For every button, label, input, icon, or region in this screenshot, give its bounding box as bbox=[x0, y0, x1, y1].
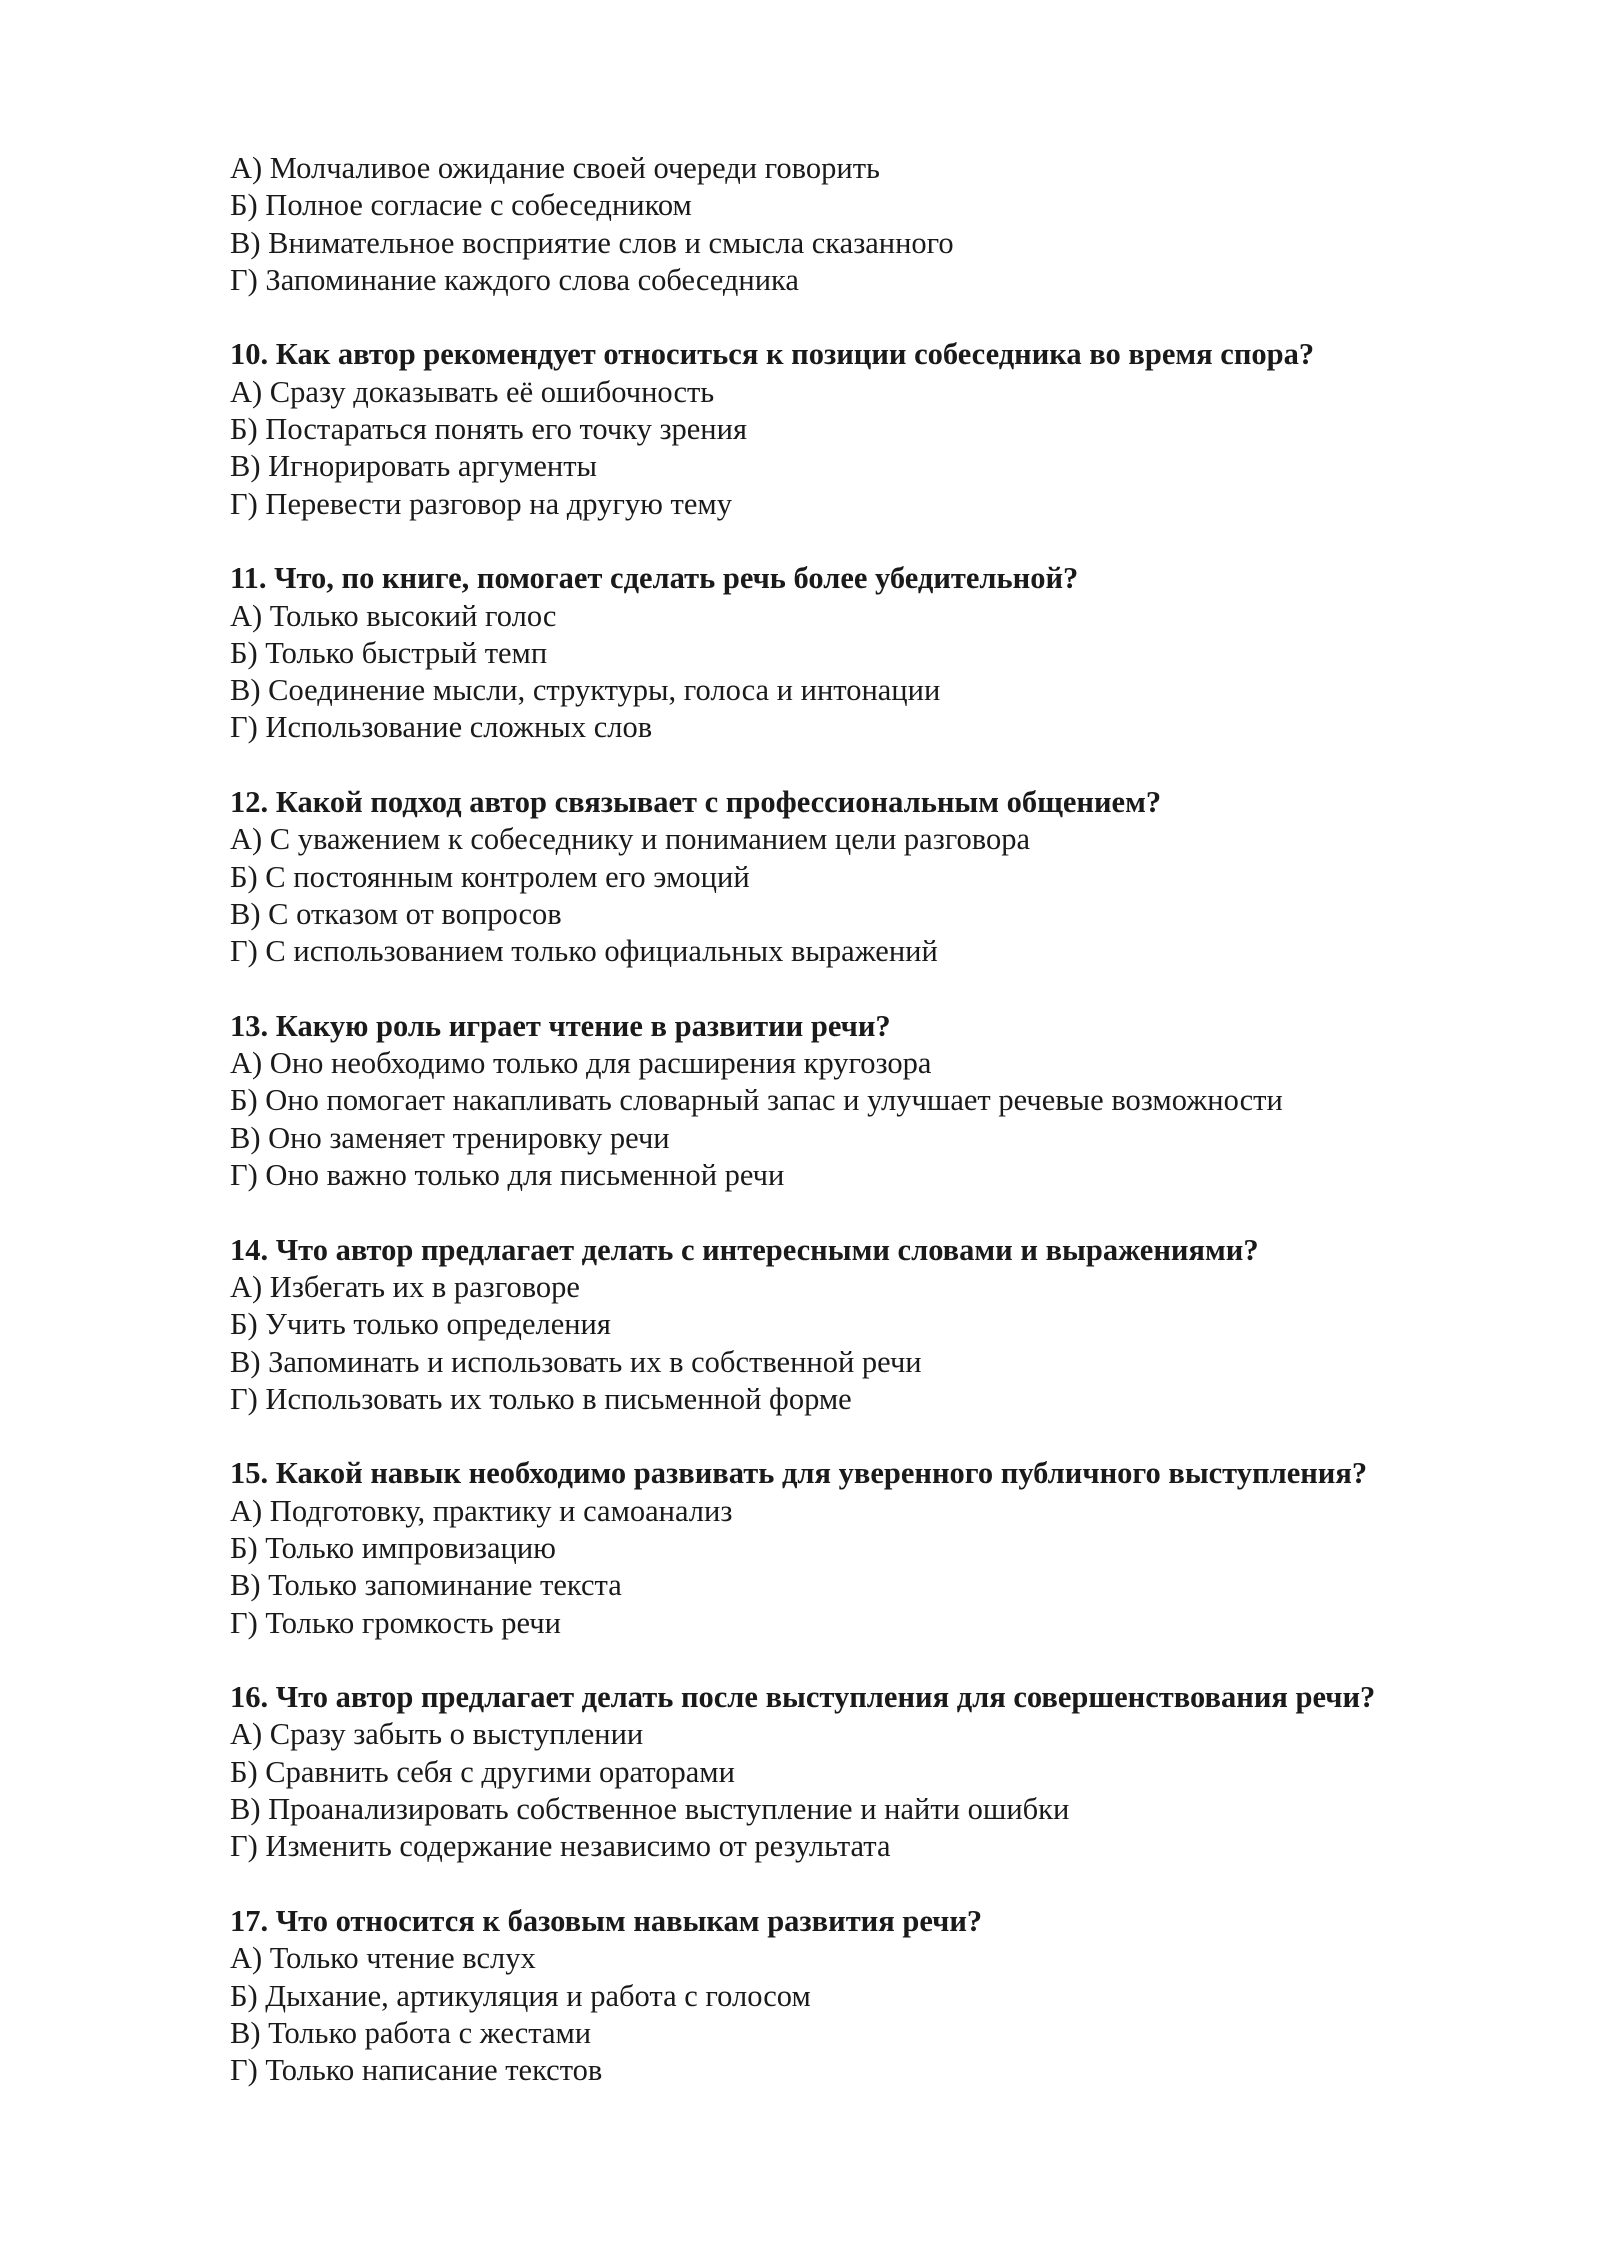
answer-option-a: А) С уважением к собеседнику и пониманием цели разговора bbox=[230, 822, 1030, 857]
answer-option-a: А) Избегать их в разговоре bbox=[230, 1269, 580, 1304]
question-title: 15. Какой навык необходимо развивать для уверенного публичного выступления? bbox=[230, 1456, 1368, 1491]
answer-option-b: Б) Дыхание, артикуляция и работа с голосом bbox=[230, 1978, 811, 2013]
question-block-13 bbox=[230, 1008, 1470, 1194]
answer-option-a: А) Молчаливое ожидание своей очереди говорить bbox=[230, 151, 880, 185]
answer-option-b: Б) Только импровизацию bbox=[230, 1530, 556, 1565]
answer-option-b: Б) Сравнить себя с другими ораторами bbox=[230, 1754, 735, 1789]
question-block-12 bbox=[230, 784, 1470, 970]
answer-option-b: Б) Только быстрый темп bbox=[230, 635, 548, 670]
answer-option-g: Г) Только громкость речи bbox=[230, 1605, 561, 1640]
answer-option-v: В) Соединение мысли, структуры, голоса и интонации bbox=[230, 673, 941, 708]
answer-option-b: Б) Учить только определения bbox=[230, 1307, 611, 1342]
answer-option-v: В) Проанализировать собственное выступление и найти ошибки bbox=[230, 1792, 1070, 1827]
answer-option-a: А) Оно необходимо только для расширения кругозора bbox=[230, 1046, 932, 1081]
answer-option-b: Б) Полное согласие с собеседником bbox=[230, 188, 692, 223]
answer-option-a: А) Только высокий голос bbox=[230, 598, 557, 633]
answer-option-v: В) Только запоминание текста bbox=[230, 1568, 622, 1603]
answer-option-a: А) Только чтение вслух bbox=[230, 1941, 536, 1976]
question-block-15 bbox=[230, 1455, 1470, 1641]
answer-option-b: Б) Постараться понять его точку зрения bbox=[230, 412, 747, 447]
answer-option-v: В) Внимательное восприятие слов и смысла сказанного bbox=[230, 225, 954, 260]
answer-option-g: Г) Оно важно только для письменной речи bbox=[230, 1158, 785, 1193]
question-block-9-continued bbox=[230, 150, 1470, 299]
question-title: 12. Какой подход автор связывает с профессиональным общением? bbox=[230, 785, 1162, 820]
question-block-16 bbox=[230, 1679, 1470, 1865]
question-list bbox=[230, 150, 1470, 2127]
answer-option-v: В) Оно заменяет тренировку речи bbox=[230, 1120, 670, 1155]
answer-option-g: Г) Запоминание каждого слова собеседника bbox=[230, 262, 799, 297]
question-title: 17. Что относится к базовым навыкам развития речи? bbox=[230, 1903, 983, 1938]
answer-option-g: Г) Изменить содержание независимо от результата bbox=[230, 1829, 891, 1864]
answer-option-g: Г) Перевести разговор на другую тему bbox=[230, 486, 732, 521]
answer-option-b: Б) С постоянным контролем его эмоций bbox=[230, 859, 750, 894]
answer-option-g: Г) Использование сложных слов bbox=[230, 710, 653, 745]
question-block-17 bbox=[230, 1903, 1470, 2089]
answer-option-g: Г) Использовать их только в письменной форме bbox=[230, 1381, 852, 1416]
answer-option-a: А) Подготовку, практику и самоанализ bbox=[230, 1493, 733, 1528]
answer-option-g: Г) Только написание текстов bbox=[230, 2053, 603, 2088]
answer-option-g: Г) С использованием только официальных выражений bbox=[230, 934, 938, 969]
question-title: 16. Что автор предлагает делать после выступления для совершенствования речи? bbox=[230, 1680, 1376, 1715]
question-title: 11. Что, по книге, помогает сделать речь более убедительной? bbox=[230, 561, 1079, 596]
question-title: 14. Что автор предлагает делать с интересными словами и выражениями? bbox=[230, 1232, 1259, 1267]
question-title: 13. Какую роль играет чтение в развитии речи? bbox=[230, 1008, 891, 1043]
question-block-10 bbox=[230, 336, 1470, 522]
answer-option-v: В) Игнорировать аргументы bbox=[230, 449, 598, 484]
answer-option-v: В) Запоминать и использовать их в собственной речи bbox=[230, 1344, 922, 1379]
answer-option-v: В) Только работа с жестами bbox=[230, 2015, 592, 2050]
question-block-11 bbox=[230, 560, 1470, 746]
answer-option-v: В) С отказом от вопросов bbox=[230, 896, 562, 931]
question-block-14 bbox=[230, 1232, 1470, 1418]
answer-option-a: А) Сразу доказывать её ошибочность bbox=[230, 374, 715, 409]
question-title: 10. Как автор рекомендует относиться к позиции собеседника во время спора? bbox=[230, 337, 1315, 372]
answer-option-a: А) Сразу забыть о выступлении bbox=[230, 1717, 644, 1752]
answer-option-b: Б) Оно помогает накапливать словарный запас и улучшает речевые возможности bbox=[230, 1083, 1283, 1118]
